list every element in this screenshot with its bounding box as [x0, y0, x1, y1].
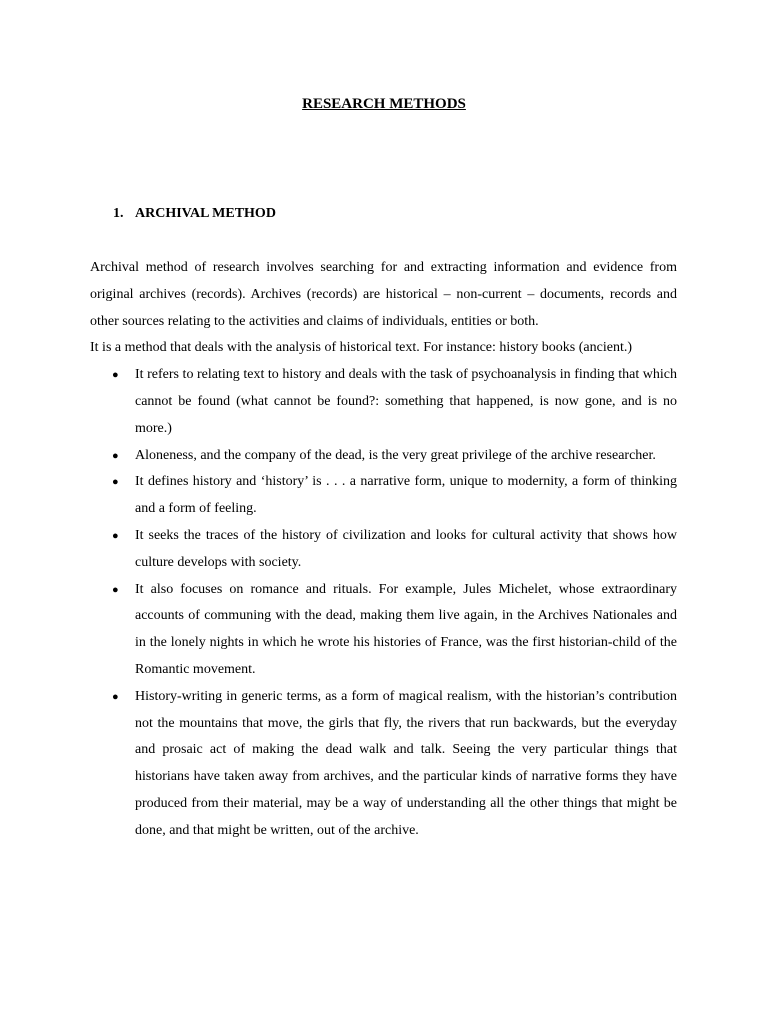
list-item-text: It seeks the traces of the history of civilization and looks for cultural activity that shows how culture develops with society. — [135, 527, 677, 570]
bullet-dot-icon: ● — [112, 476, 119, 489]
bullet-dot-icon: ● — [112, 583, 119, 596]
list-item-text: Aloneness, and the company of the dead, is the very great privilege of the archive researcher. — [135, 447, 656, 463]
bullet-dot-icon: ● — [112, 449, 119, 462]
section-title: ARCHIVAL METHOD — [135, 206, 276, 221]
intro-paragraph: Archival method of research involves searching for and extracting information and evidence from original archives (records). Archives (records) are historical – non-current – documents, records and other sources relating to the activities and claims of individuals, entities or both. — [90, 260, 677, 329]
list-item-text: It defines history and ‘history’ is . . . a narrative form, unique to modernity, a form of thinking and a form of feeling. — [135, 474, 677, 517]
bullet-dot-icon: ● — [112, 529, 119, 542]
bullet-list — [90, 362, 677, 844]
section-body — [90, 255, 677, 845]
list-item-text: It refers to relating text to history and deals with the task of psychoanalysis in finding that which cannot be found (what cannot be found?: something that happened, is now gone, and is no more.) — [135, 367, 677, 436]
list-item — [90, 469, 677, 523]
section-number: 1. — [113, 206, 124, 221]
list-item-text: History-writing in generic terms, as a form of magical realism, with the historian’s contribution not the mountains that move, the girls that fly, the rivers that run backwards, but the everyday and prosaic act of making the dead walk and talk. Seeing the very particular things that historians have taken away from archives, and the particular kinds of narrative forms they have produced from their material, may be a way of understanding all the other things that might be done, and that might be written, out of the archive. — [135, 688, 677, 838]
list-item — [90, 577, 677, 684]
bullet-dot-icon: ● — [112, 369, 119, 382]
list-item-text: It also focuses on romance and rituals. For example, Jules Michelet, whose extraordinary accounts of communing with the dead, making them live again, in the Archives Nationales and in the lonely nights in which he wrote his histories of France, was the first historian-child of the Romantic movement. — [135, 581, 677, 677]
bullet-dot-icon: ● — [112, 690, 119, 703]
list-item — [90, 523, 677, 577]
method-sentence: It is a method that deals with the analysis of historical text. For instance: history books (ancient.) — [90, 340, 632, 356]
list-item — [90, 443, 677, 470]
section-heading — [113, 203, 276, 225]
page-title: RESEARCH METHODS — [302, 96, 466, 112]
list-item — [90, 684, 677, 845]
list-item — [90, 362, 677, 442]
